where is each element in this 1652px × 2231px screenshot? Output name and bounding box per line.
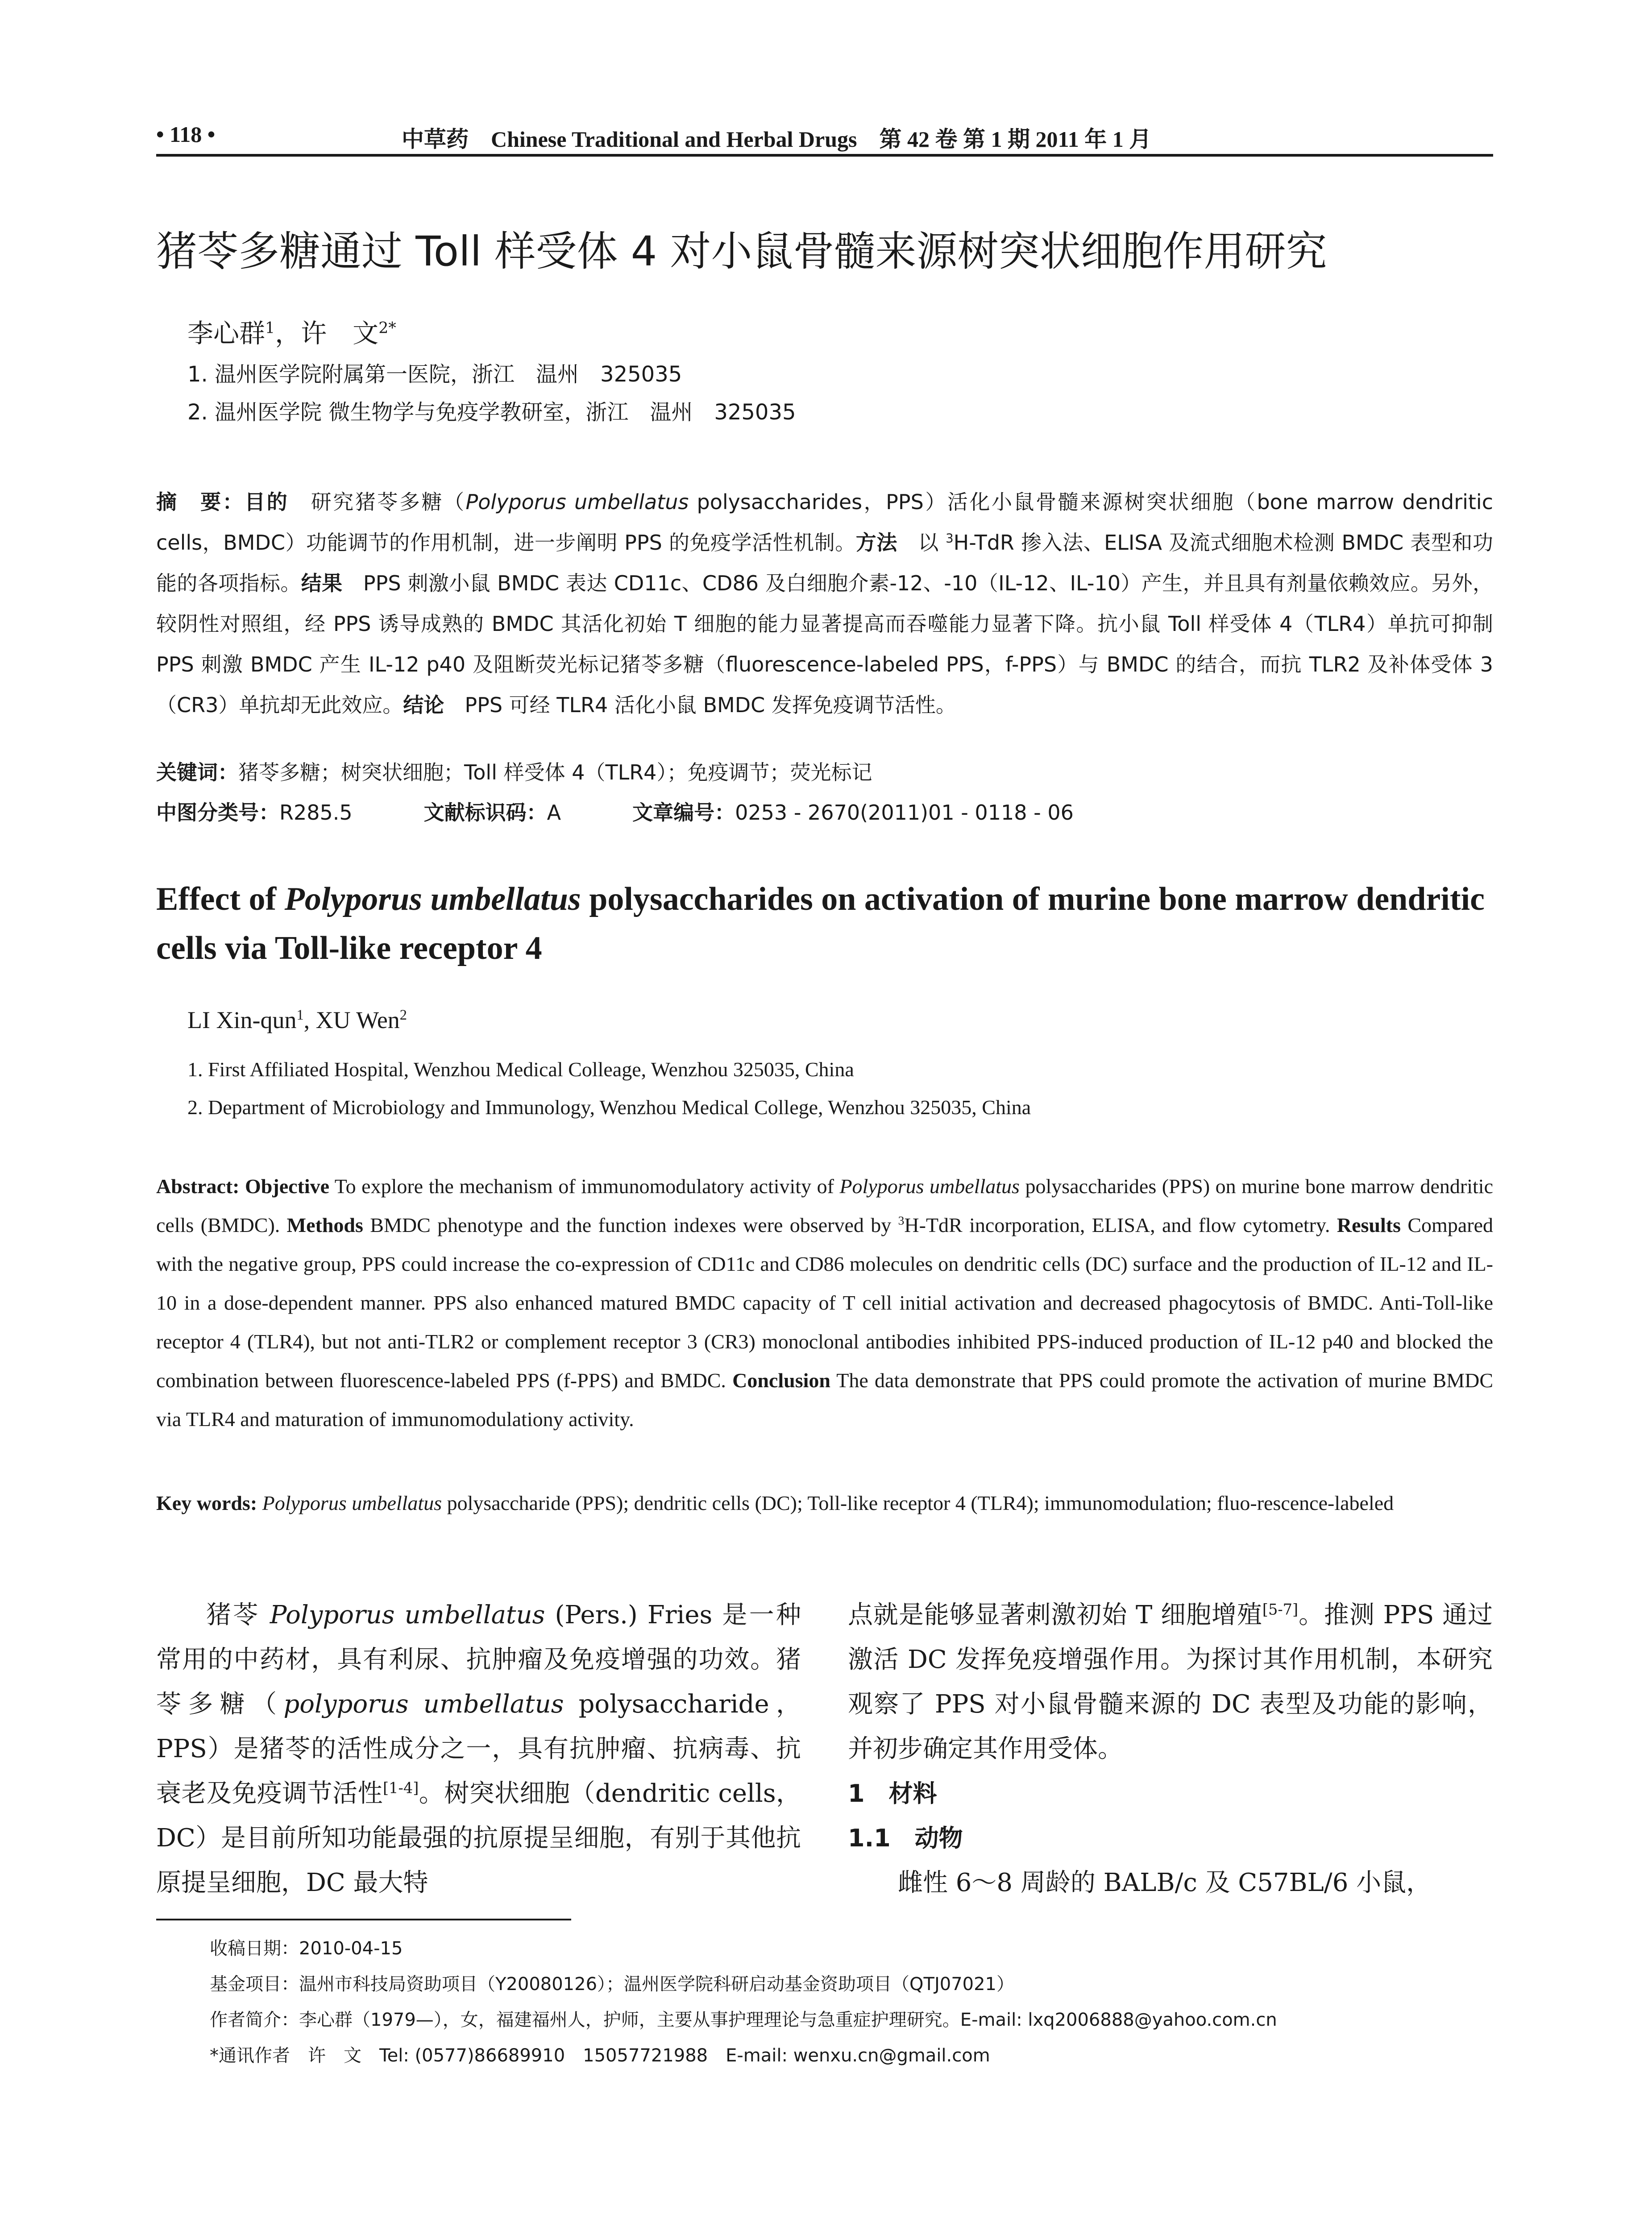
cn-objective-pre: 研究猪苓多糖（ <box>289 490 466 514</box>
cn-results-label: 结果 <box>301 571 343 595</box>
cn-methods-label: 方法 <box>855 531 897 555</box>
cn-methods-pre: 以 <box>897 531 946 555</box>
en-objective-latin: Polyporus umbellatus <box>839 1175 1020 1198</box>
cn-methods-sup: 3 <box>946 531 954 546</box>
cn-classification <box>156 796 1092 826</box>
en-keywords-latin: Polyporus umbellatus <box>262 1492 442 1514</box>
cn-objective-latin: Polyporus umbellatus <box>465 490 689 514</box>
header-rule <box>156 154 1493 157</box>
en-methods-sup: 3 <box>898 1213 905 1227</box>
en-methods-post: H-TdR incorporation, ELISA, and flow cytometry. <box>904 1214 1337 1236</box>
en-author-1-sup: 1 <box>296 1007 304 1023</box>
doc-code-label: 文献标识码： <box>423 800 547 825</box>
section-1-heading: 1 材料 <box>848 1779 937 1808</box>
en-title-pre: Effect of <box>156 881 285 917</box>
clc-value: R285.5 <box>279 800 353 825</box>
running-header <box>156 121 1493 157</box>
cn-abstract-label: 摘 要： <box>156 490 245 514</box>
body-left-column <box>156 1593 801 1905</box>
en-author-2-sup: 2 <box>399 1007 407 1023</box>
body-p1-d: 。树突状细胞（dendritic cells，DC）是目前所知功能最强的抗原提呈细胞，有别于其他抗原提呈细胞，DC 最大特 <box>156 1779 801 1897</box>
cn-author-2: 许 文 <box>301 318 379 348</box>
en-author-2: XU Wen <box>315 1007 400 1033</box>
en-results-label: Results <box>1337 1214 1401 1236</box>
cn-author-sep: ， <box>275 318 301 348</box>
en-keywords-label: Key words: <box>156 1492 257 1514</box>
cn-author-2-sup: 2* <box>378 319 396 337</box>
cn-keywords-text: 猪苓多糖；树突状细胞；Toll 样受体 4（TLR4）；免疫调节；荧光标记 <box>238 760 872 784</box>
section-1-1-heading: 1.1 动物 <box>848 1824 963 1852</box>
cn-authors <box>187 312 396 350</box>
cn-author-1-sup: 1 <box>265 319 275 337</box>
en-conclusion-label: Conclusion <box>732 1369 830 1392</box>
en-title-latin: Polyporus umbellatus <box>284 881 581 917</box>
body-p1-b: (Pers.) Fries 是一种常用的中药材，具有利尿、抗肿瘤及免疫增强的功效。猪苓多糖（ <box>156 1601 801 1719</box>
cn-objective-post: polysaccharides，PPS）活化小鼠骨髓来源树突状细胞（bone marrow dendritic cells，BMDC）功能调节的作用机制，进一步阐明 PPS 的免疫学活性机制。 <box>156 490 1493 555</box>
en-methods-pre: BMDC phenotype and the function indexes were observed by <box>363 1214 898 1236</box>
en-author-sep: , <box>303 1007 316 1033</box>
footnote-rule <box>156 1919 571 1920</box>
en-title-post: polysaccharides on activation of murine bone marrow dendritic cells via Toll-like receptor 4 <box>156 881 1485 966</box>
cn-keywords <box>156 756 890 786</box>
en-objective-label: Objective <box>245 1175 330 1198</box>
en-affiliation-2: 2. Department of Microbiology and Immunology, Wenzhou Medical College, Wenzhou 325035, China <box>187 1096 1031 1119</box>
body-r-p1-b: 。推测 PPS 通过激活 DC 发挥免疫增强作用。为探讨其作用机制，本研究观察了 PPS 对小鼠骨髓来源的 DC 表型及功能的影响，并初步确定其作用受体。 <box>848 1601 1493 1763</box>
footnote-corresponding: *通讯作者 许 文 Tel: (0577)86689910 15057721988 E-mail: wenxu.cn@gmail.com <box>210 2045 990 2066</box>
en-keywords <box>156 1484 1493 1522</box>
footnote-author-bio: 作者简介：李心群（1979—），女，福建福州人，护师，主要从事护理理论与急重症护理研究。E-mail: lxq2006888@yahoo.com.cn <box>210 2010 1277 2030</box>
cn-results-text: PPS 刺激小鼠 BMDC 表达 CD11c、CD86 及白细胞介素-12、-10（IL-12、IL-10）产生，并且具有剂量依赖效应。另外，较阴性对照组，经 PPS 诱导成熟的 BMDC 其活化初始 T 细胞的能力显著提高而吞噬能力显著下降。抗小鼠 Toll 样受体 4（TLR4）单抗可抑制 PPS 刺激 BMDC 产生 IL-12 p40 及阻断荧光标记猪苓多糖（fluorescence-labeled PPS，f-PPS）与 BMDC 的结合，而抗 TLR2 及补体受体 3（CR3）单抗却无此效应。 <box>156 571 1494 717</box>
en-objective-post: polysaccharides (PPS) on murine bone marrow dendritic cells (BMDC). <box>156 1175 1493 1236</box>
en-abstract-label: Abstract: <box>156 1175 240 1198</box>
en-conclusion-text: The data demonstrate that PPS could promote the activation of murine BMDC via TLR4 and maturation of immunomodulationy activity. <box>156 1369 1493 1431</box>
body-p1-a: 猪苓 <box>206 1601 270 1630</box>
clc-label: 中图分类号： <box>156 800 279 825</box>
citation-1-4: [1-4] <box>383 1779 419 1797</box>
body-p1-c: polysaccharide，PPS）是猪苓的活性成分之一，具有抗肿瘤、抗病毒、抗衰老及免疫调节活性 <box>156 1690 801 1808</box>
article-no-label: 文章编号： <box>632 800 735 825</box>
body-paragraph-1 <box>156 1593 801 1905</box>
body-paragraph-2: 雌性 6～8 周龄的 BALB/c 及 C57BL/6 小鼠， <box>898 1868 1432 1897</box>
en-title <box>156 875 1493 973</box>
footnote-fund: 基金项目：温州市科技局资助项目（Y20080126）；温州医学院科研启动基金资助项目（QTJ07021） <box>210 1974 1014 1995</box>
en-methods-label: Methods <box>286 1214 363 1236</box>
cn-conclusion-text: PPS 可经 TLR4 活化小鼠 BMDC 发挥免疫调节活性。 <box>444 693 956 717</box>
en-author-1: LI Xin-qun <box>187 1007 297 1033</box>
cn-keywords-label: 关键词： <box>156 760 238 784</box>
citation-5-7: [5-7] <box>1262 1601 1299 1618</box>
footnote-received: 收稿日期：2010-04-15 <box>210 1938 403 1959</box>
body-paragraph-1-cont <box>848 1593 1493 1771</box>
cn-conclusion-label: 结论 <box>403 693 444 717</box>
page-number: • 118 • <box>156 122 216 147</box>
journal-header: 中草药 Chinese Traditional and Herbal Drugs 第 42 卷 第 1 期 2011 年 1 月 <box>402 127 1152 152</box>
article-no-value: 0253 - 2670(2011)01 - 0118 - 06 <box>735 800 1074 825</box>
en-keywords-text: polysaccharide (PPS); dendritic cells (DC); Toll-like receptor 4 (TLR4); immunomodulation; fluo-rescence-labeled <box>442 1492 1394 1514</box>
cn-affiliation-2: 2. 温州医学院 微生物学与免疫学教研室，浙江 温州 325035 <box>187 400 796 425</box>
body-right-column <box>848 1593 1493 1905</box>
body-p1-latin: Polyporus umbellatus <box>270 1601 545 1630</box>
en-results-text: Compared with the negative group, PPS could increase the co-expression of CD11c and CD86 molecules on dendritic cells (DC) surface and the production of IL-12 and IL-10 in a dose-dependent manner. PPS also enhanced matured BMDC capacity of T cell initial activation and decreased phagocytosis of BMDC. Anti-Toll-like receptor 4 (TLR4), but not anti-TLR2 or complement receptor 3 (CR3) monoclonal antibodies inhibited PPS-induced production of IL-12 p40 and blocked the combination between fluorescence-labeled PPS (f-PPS) and BMDC. <box>156 1214 1493 1392</box>
cn-affiliation-1: 1. 温州医学院附属第一医院，浙江 温州 325035 <box>187 362 682 387</box>
body-r-p1-a: 点就是能够显著刺激初始 T 细胞增殖 <box>848 1601 1262 1630</box>
cn-methods-post: H-TdR 掺入法、ELISA 及流式细胞术检测 BMDC 表型和功能的各项指标。 <box>156 531 1494 595</box>
cn-title: 猪苓多糖通过 Toll 样受体 4 对小鼠骨髓来源树突状细胞作用研究 <box>156 228 1327 275</box>
cn-abstract <box>156 482 1493 726</box>
en-objective-pre: To explore the mechanism of immunomodulatory activity of <box>329 1175 840 1198</box>
body-p1-latin-2: polyporus umbellatus <box>283 1690 564 1719</box>
cn-author-1: 李心群 <box>187 318 266 348</box>
cn-objective-label: 目的 <box>245 490 289 514</box>
en-authors <box>187 1006 407 1034</box>
doc-code-value: A <box>547 800 561 825</box>
en-affiliation-1: 1. First Affiliated Hospital, Wenzhou Medical Colleage, Wenzhou 325035, China <box>187 1058 854 1081</box>
en-abstract <box>156 1167 1493 1439</box>
